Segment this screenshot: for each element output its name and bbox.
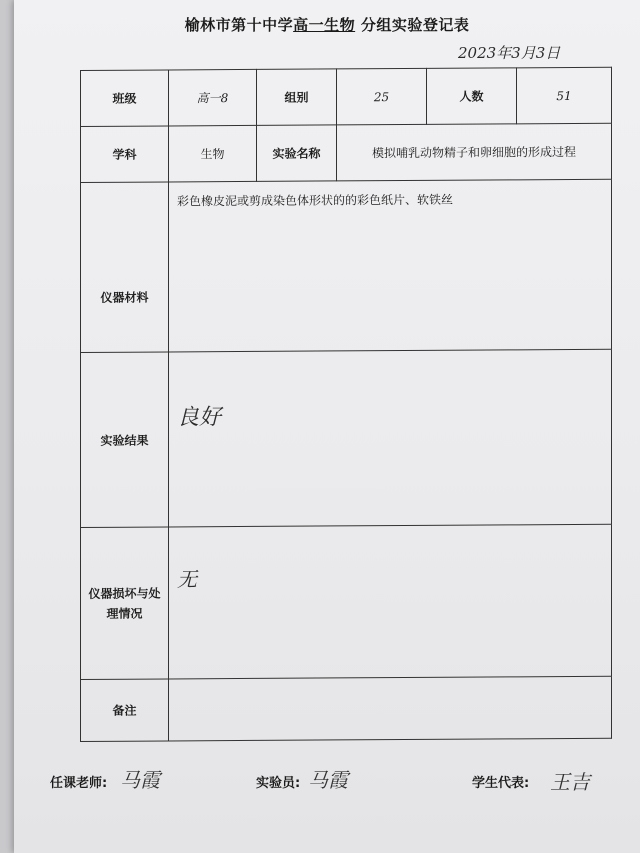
experiment-name-value: 模拟哺乳动物精子和卵细胞的形成过程	[337, 123, 612, 181]
row-result	[81, 349, 612, 527]
lab-assistant-signature: 马霞	[308, 768, 348, 792]
row-materials	[81, 179, 612, 352]
row-notes	[81, 676, 612, 741]
title-form-name: 分组实验登记表	[360, 16, 470, 34]
result-value	[169, 349, 612, 527]
title-course: 高一生物	[293, 16, 356, 34]
registration-form	[80, 67, 612, 742]
subject-value: 生物	[169, 125, 257, 182]
materials-label: 仪器材料	[81, 182, 169, 353]
teacher-label: 任课老师:	[50, 776, 108, 791]
teacher-signature: 马霞	[120, 768, 160, 792]
class-label: 班级	[81, 70, 169, 127]
class-value: 高一8	[169, 69, 257, 126]
paper-sheet	[14, 0, 640, 853]
result-label: 实验结果	[81, 352, 169, 528]
subject-label: 学科	[81, 126, 169, 183]
damage-value	[169, 524, 612, 679]
notes-label: 备注	[81, 679, 169, 742]
damage-handwriting: 无	[177, 567, 197, 592]
student-rep-label: 学生代表:	[472, 776, 530, 791]
row-damage	[81, 524, 612, 679]
page-title	[14, 14, 640, 35]
title-school: 榆林市第十中学	[184, 16, 294, 34]
student-rep-signature: 王吉	[550, 770, 590, 794]
group-value: 25	[337, 68, 427, 125]
group-label: 组别	[257, 69, 337, 125]
lab-assistant-label: 实验员:	[256, 776, 301, 791]
notes-value	[169, 676, 612, 741]
result-handwriting: 良好	[177, 405, 222, 431]
handwritten-date: 2023年3月3日	[458, 44, 561, 62]
row-subject	[81, 123, 612, 182]
count-label: 人数	[427, 68, 517, 125]
damage-label: 仪器损坏与处理情况	[81, 527, 169, 680]
experiment-name-label: 实验名称	[257, 125, 337, 181]
count-value: 51	[517, 67, 612, 124]
row-class-info	[81, 67, 612, 126]
materials-value: 彩色橡皮泥或剪成染色体形状的的彩色纸片、软铁丝	[169, 179, 612, 352]
